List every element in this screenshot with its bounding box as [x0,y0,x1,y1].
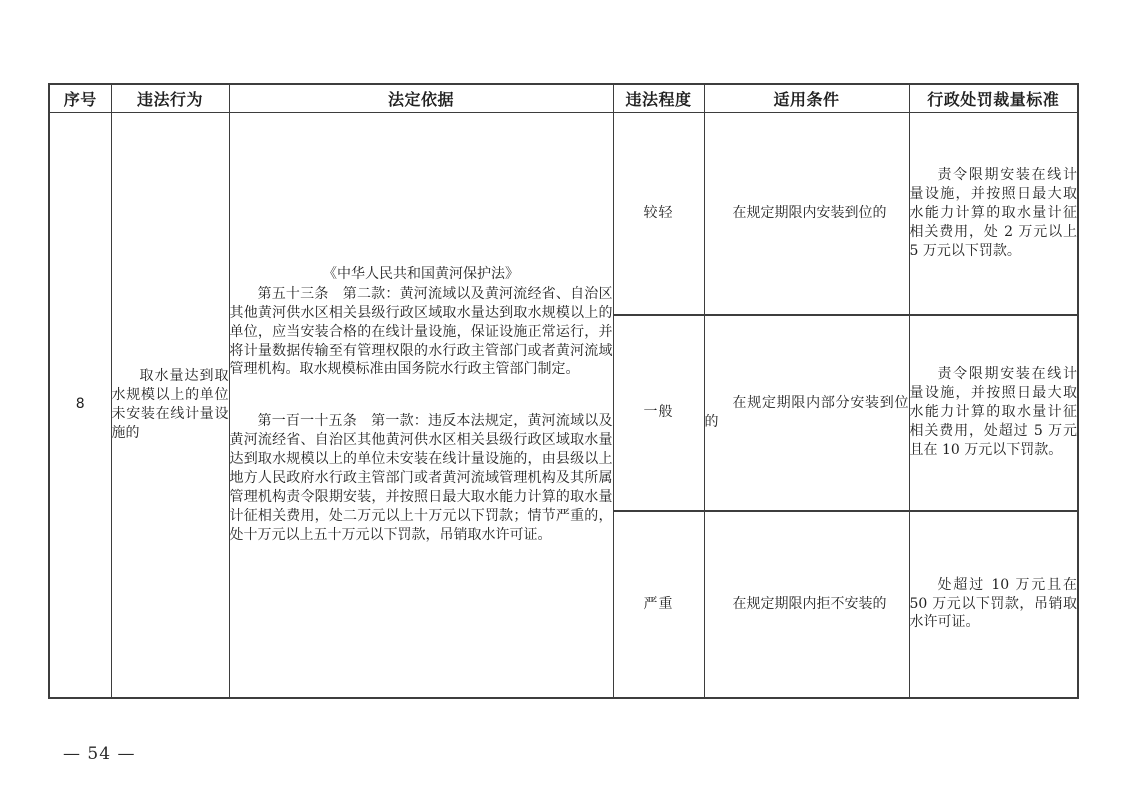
cell-legal-basis [229,113,613,698]
cell-condition-severe [704,511,909,698]
legal-basis-article-53: 第五十三条 第二款：黄河流域以及黄河流经省、自治区其他黄河供水区相关县级行政区域取水量达到取水规模以上的单位，应当安装合格的在线计量设施，保证设施正常运行，并将计量数据传输至有管理权限的水行政主管部门或者黄河流域管理机构。取水规模标准由国务院水行政主管部门制定。 [229,285,613,378]
col-header-penalty-standard: 行政处罚裁量标准 [909,84,1078,113]
cell-penalty-severe [909,511,1078,698]
col-header-violation-degree: 违法程度 [613,84,704,113]
cell-condition-minor [704,113,909,315]
cell-illegal-behavior [111,113,229,698]
condition-severe-text: 在规定期限内拒不安装的 [732,595,887,612]
cell-penalty-minor [909,113,1078,315]
table-header-row [49,84,1078,113]
col-header-applicable-conditions: 适用条件 [704,84,909,113]
cell-seq-number: 8 [49,113,111,698]
penalty-standards-table [48,83,1079,699]
cell-degree-general: 一般 [613,315,704,511]
penalty-minor-text: 责令限期安装在线计量设施，并按照日最大取水能力计算的取水量计征相关费用，处 2 万元以上 5 万元以下罚款。 [909,167,1077,259]
page-number: — 54 — [63,744,136,764]
col-header-illegal-behavior: 违法行为 [111,84,229,113]
cell-degree-minor: 较轻 [613,113,704,315]
illegal-behavior-text: 取水量达到取水规模以上的单位未安装在线计量设施的 [111,367,229,441]
condition-general-text: 在规定期限内部分安装到位的 [704,394,909,430]
cell-penalty-general [909,315,1078,511]
col-header-legal-basis: 法定依据 [229,84,613,113]
col-header-seq: 序号 [49,84,111,113]
legal-basis-law-title: 《中华人民共和国黄河保护法》 [323,265,519,282]
penalty-general-text: 责令限期安装在线计量设施，并按照日最大取水能力计算的取水量计征相关费用，处超过 5 万元且在 10 万元以下罚款。 [909,366,1077,458]
table-row-minor [49,113,1078,315]
cell-degree-severe: 严重 [613,511,704,698]
cell-condition-general [704,315,909,511]
legal-basis-article-115: 第一百一十五条 第一款：违反本法规定，黄河流域以及黄河流经省、自治区其他黄河供水区相关县级行政区域取水量达到取水规模以上的单位未安装在线计量设施的，由县级以上地方人民政府水行政主管部门或者黄河流域管理机构及其所属管理机构责令限期安装，并按照日最大取水能力计算的取水量计征相关费用，处二万元以上十万元以下罚款；情节严重的，处十万元以上五十万元以下罚款，吊销取水许可证。 [229,413,613,543]
condition-minor-text: 在规定期限内安装到位的 [732,204,887,221]
penalty-severe-text: 处超过 10 万元且在 50 万元以下罚款，吊销取水许可证。 [909,576,1077,631]
